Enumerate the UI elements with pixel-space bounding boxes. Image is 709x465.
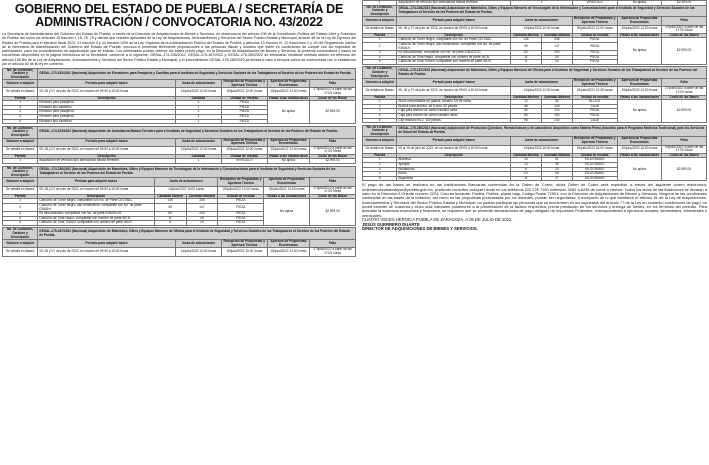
header-apertura: Apertura de Propuestas Económicas — [267, 80, 309, 88]
header-cantidad: Cantidad — [175, 96, 221, 101]
table-row: 5 Elevador tipo camillero. 1 PIEZA — [3, 119, 356, 124]
fallo-value: 27/julio/2022 a partir de las 17:00 horas — [310, 88, 356, 96]
tender-table-quimicos: No. de Licitación, Carácter y Descripción GESAL-176-280/2022 (Nacional) Adquisición de Productos Químicos, Farmacéuticos y de Laboratorio Adquiridos como Materia Prima (Insumos para el Programa Medicina Tradicional) para los Servicios de Salud del Estado de Puebla. Volumen a adquirir Periodo para adquirir bases Junta de aclaraciones Recepción de Propuestas y Apertura Técnica Apertura de Propuestas Económicas Fallo Se detalla en Bases 05 al 16 de julio de 2022, en un horario de 09:00 a 16:00 horas 14/julio/2022 16:00 horas 19/julio/2022 16:00 horas 20/julio/2022 16:00 horas 20/julio/2022 a partir de las 17:00 horas Partida Descripción Cantidad Mínima Cantidad Máxima Unidad de medida Visitas a las instalaciones Costo de las Bases 1 Altamisa 13 31 KILOGRAMO No aplica $2,993.00 2 Ajenjilla 14 35 KILOGRAMO 3 Bellaadona 8 20 KILOGRAMO 4 Boldo 23 56 KILOGRAMO 5 Buganvilia 11 27 KILOGRAMO — [362, 125, 707, 182]
table-row: 3 Bellaadona 8 20 KILOGRAMO — [363, 167, 707, 172]
apertura-value: 25/julio/2022 12:00 horas — [267, 88, 309, 96]
tender-description: GESAL-174-236/2022 (Nacional) Adquisición de Materiales, Útiles y Equipos Menores de Tecnologías de la Información y Comunicaciones para el Instituto de Seguridad y Servicios Sociales de los Trabajadores al Servicio de los Poderes del Estado de Puebla. — [397, 5, 707, 17]
header-partida: Partida — [3, 96, 38, 101]
tender-table-tecnologias-right: 1 Adquisición de vehículo tipo ambulancia básica terrestre. 1 VEHÍCULO No aplica $2,993.00 No. de Licitación, Carácter y Descripción GESAL-174-236/2022 (Nacional) Adquisición de Materiales, Útiles y Equipos Menores de Tecnologías de la Información y Comunicaciones para el Instituto de Seguridad y Servicios Sociales de los Trabajadores al Servicio de los Poderes del Estado de Puebla. Volumen a adquirir Periodo para adquirir bases Junta de aclaraciones Recepción de Propuestas y Apertura Técnica Apertura de Propuestas Económicas Fallo Se detalla en Bases 05, 06 y 07 de julio de 2022, en horario de 09:00 a 16:00 horas 14/julio/2022 10:00 horas 20/julio/2022 12:00 horas 25/julio/2022 12:00 horas 27/julio/2022 a partir de las 17:00 horas Partida Descripción Cantidad Mínima Cantidad Máxima Unidad de medida Visitas a las instalaciones Costo de las Bases 1 Cartucho de Tóner Negro, compatible con No. de Parte CE278AC. 135 336 PIEZA No aplica $2,993.00 2 Cartucho de Tóner Negro, alto rendimiento, compatible con No. de parte E3681H. 39 147 PIEZA 3 Kit fotoconductor, compatible con No. de parte E360H21G. 80 200 PIEZA 4 Cartucho de Tinta Negro, compatible con número de parte WCN. 11 29 PIEZA 5 Cartucho de Tinta Tricolor, compatible con número de parte WCN. 8 24 PIEZA — [362, 0, 707, 65]
tender-description: GESAL-175-187/2022 (Nacional) Adquisición de Materiales, Útiles y Equipos Menores de Oficina para el Instituto de Seguridad y Servicios Sociales de los Trabajadores al Servicio de los Poderes del Estado de Puebla. — [38, 228, 356, 240]
tender-table-elevadores — [2, 68, 356, 125]
periodo-value: 05, 06 y 07 de julio de 2022, en horario de 09:00 a 16:00 horas — [38, 88, 176, 96]
table-row: 1 Adquisición de vehículo tipo ambulancia básica terrestre. 1 VEHÍCULO No aplica $2,993.00 — [3, 159, 356, 164]
signer-name: JESÚS GUERRERO DUARTE — [362, 221, 420, 227]
tender-description: GESAL-176-280/2022 (Nacional) Adquisición de Productos Químicos, Farmacéuticos y de Laboratorio Adquiridos como Materia Prima (Insumos para el Programa Medicina Tradicional) para los Servicios de Salud del Estado de Puebla. — [397, 125, 707, 137]
header-junta: Junta de aclaraciones — [175, 80, 221, 88]
tender-table-oficina: No. de Licitación, Carácter y Descripción GESAL-175-187/2022 (Nacional) Adquisición de Materiales, Útiles y Equipos Menores de Oficina para el Instituto de Seguridad y Servicios Sociales de los Trabajadores al Servicio de los Poderes del Estado de Puebla. Volumen a adquirir Periodo para adquirir bases Junta de aclaraciones Recepción de Propuestas y Apertura Técnica Apertura de Propuestas Económicas Fallo Se detalla en Bases 05, 06 y 07 de julio de 2022, en horario de 09:00 a 16:00 horas 14/julio/2022 12:00 horas 19/julio/2022 10:00 horas 25/julio/2022 12:00 horas 27/julio/2022 a partir de las 17:00 horas Partida Descripción Cantidad Mínima Cantidad Máxima Unidad de medida Visitas a las instalaciones Costo de las Bases 1 Block comprobante de gastos, tamaño 1/4 de carta. 12 30 BLOCK No aplica $2,993.00 2 Broche para archivo, de 8 cms, 50 piezas. 58 149 CAJA 3 Caja para archivo de cartón tamaño carta. 80 200 PIEZA 4 Caja para archivo de cartón tamaño oficio. 60 150 PIEZA 5 Clip redondo no.2, 100 piezas. 96 240 CAJA — [362, 66, 707, 123]
tender-description: GESAL-174-223/2022 (Nacional) Adquisición de Ambulancia Básica Terrestre para el Instituto de Seguridad y Servicios Sociales de los Trabajadores al Servicio de los Poderes del Estado de Puebla. — [38, 126, 356, 138]
table-row: 1 Block comprobante de gastos, tamaño 1/4 de carta. 12 30 BLOCK No aplica $2,993.00 — [363, 100, 707, 105]
visitas-value: No aplica — [267, 101, 309, 124]
volumen-value: Se detalla en Bases — [3, 88, 38, 96]
tender-description: GESAL-173-182/2022 (Nacional) Adquisición de Elevadores para Pasajeros y Camillas para el Instituto de Seguridad y Servicios Sociales de los Trabajadores al Servicio de los Poderes del Estado de Puebla. — [38, 68, 356, 80]
table-row: 3 Caja para archivo de cartón tamaño carta. 80 200 PIEZA — [363, 109, 707, 114]
tender-table-oficina-left: No. de Licitación, Carácter y Descripción GESAL-175-187/2022 (Nacional) Adquisición de Materiales, Útiles y Equipos Menores de Oficina para el Instituto de Seguridad y Servicios Sociales de los Trabajadores al Servicio de los Poderes del Estado de Puebla. Volumen a adquirir Periodo para adquirir bases Junta de aclaraciones Recepción de Propuestas y Apertura Técnica Apertura de Propuestas Económicas Fallo Se detalla en Bases 05, 06 y 07 de julio de 2022, en horario de 09:00 a 16:00 horas 14/julio/2022 12:00 horas 19/julio/2022 10:00 horas 25/julio/2022 12:00 horas 27/julio/2022 a partir de las 17:00 horas — [2, 227, 356, 256]
table-row: 3 Kit fotoconductor, compatible con No. de parte E360H21G. 80 200 PIEZA — [363, 51, 707, 56]
table-row: 4 Boldo 23 56 KILOGRAMO — [363, 172, 707, 177]
table-row: 2 Broche para archivo, de 8 cms, 50 piezas. 58 149 CAJA — [363, 104, 707, 109]
recepcion-value: 19/julio/2022 12:00 horas — [221, 88, 267, 96]
table-row: 5 Buganvilia 11 27 KILOGRAMO — [363, 176, 707, 181]
header-volumen: Volumen a adquirir — [3, 80, 38, 88]
header-no-licitacion: No. de Licitación, Carácter y Descripción — [3, 68, 38, 80]
table-row: 1 Altamisa 13 31 KILOGRAMO No aplica $2,993.00 — [363, 158, 707, 163]
table-row: 1 Adquisición de vehículo tipo ambulancia básica terrestre. 1 VEHÍCULO No aplica $2,993.00 — [363, 1, 707, 6]
header-descripcion: Descripción — [38, 96, 176, 101]
tender-description: GESAL-175-187/2022 (Nacional) Adquisición de Materiales, Útiles y Equipos Menores de Oficina para el Instituto de Seguridad y Servicios Sociales de los Trabajadores al Servicio de los Poderes del Estado de Puebla. — [397, 67, 707, 79]
tender-description: GESAL-174-236/2022 (Nacional) Adquisición de Materiales, Útiles y Equipos Menores de Tecnologías de la Información y Comunicaciones para el Instituto de Seguridad y Servicios Sociales de los Trabajadores al Servicio de los Poderes del Estado de Puebla. — [38, 166, 356, 178]
signer-role: DIRECTOR DE ADQUISICIONES DE BIENES Y SERVICIOS. — [362, 226, 478, 232]
table-row: 2 Ajenjilla 14 35 KILOGRAMO — [363, 162, 707, 167]
signature-block — [362, 218, 707, 232]
table-row: 2 Cartucho de Tóner Negro, alto rendimiento, compatible con No. de parte E3681H. 39 147 PIEZA — [3, 203, 356, 211]
intro-paragraph: La Secretaría de Administración del Gobierno del Estado de Puebla, a través de la Dirección de Adquisiciones de Bienes y Servicios, en observancia del artículo 108 de la Constitución Política del Estado Libre y Soberano de Puebla; así como los artículos 15 fracción I, 16, 78, 79 y demás que resulten aplicables de la Ley de Adquisiciones, Arrendamientos y Servicios del Sector Público Estatal y Municipal; artículo 48 de la Ley de Egresos del Estado de Puebla para el ejercicio fiscal 2022; 31 fracción II y 34 fracción XXIII de la Ley Orgánica de la Administración Pública del Estado de Puebla; y artículos 13 fracción III, 22 fracciones V y VII del Reglamento Interior de la Secretaría de Administración del Gobierno del Estado de Puebla, convoca a presentar libremente proposiciones a las personas físicas y morales que estén en condiciones de cumplir con los requisitos de participación, para los procedimientos de adjudicación que se indican. Los interesados podrán obtener las bases previo pago, en la Dirección de Adquisiciones de Bienes y Servicios; la presente convocatoria y bases se encuentran disponibles en la página electrónica de la Secretaría, conforme a lo siguiente: GESAL-174-236/2022, GESAL-175-187/2022 y GESAL-176-280/2022 se efectuarán mediante contrato abierto en términos del artículo 108 Bis de la Ley de Adquisiciones, Arrendamientos y Servicios del Sector Público Estatal y Municipal, y el procedimiento GESAL-178-280/2022 se llevará a cabo a tiempos cortos de conformidad con lo establecido por el artículo 82 de la ley en comento. — [2, 32, 356, 66]
table-row: 4 Elevador para pasajeros. 1 PIEZA — [3, 115, 356, 120]
table-row: 4 Cartucho de Tinta Negro, compatible con número de parte WCN. 11 29 PIEZA — [363, 55, 707, 60]
tender-table-ambulancia: No. de Licitación, Carácter y Descripción GESAL-174-223/2022 (Nacional) Adquisición de Ambulancia Básica Terrestre para el Instituto de Seguridad y Servicios Sociales de los Trabajadores al Servicio de los Poderes del Estado de Puebla. Volumen a adquirir Periodo para adquirir bases Junta de aclaraciones Recepción de Propuestas y Apertura Técnica Apertura de Propuestas Económicas Fallo Se detalla en Bases 05, 06 y 07 de julio de 2022, en horario de 09:00 a 16:00 horas 13/julio/2022 12:00 horas 19/julio/2022 12:00 horas 25/julio/2022 12:00 horas 27/julio/2022 a partir de las 17:00 horas Partida Descripción Cantidad Unidad de medida Visitas a las instalaciones Costo de las Bases 1 Adquisición de vehículo tipo ambulancia básica terrestre. 1 VEHÍCULO No aplica $2,993.00 — [2, 126, 356, 164]
header-recepcion: Recepción de Propuestas y Apertura Técnica — [221, 80, 267, 88]
table-row: 2 Cartucho de Tóner Negro, alto rendimiento, compatible con No. de parte E3681H. 39 147 PIEZA — [363, 42, 707, 50]
table-row: 5 Cartucho de Tinta Tricolor, compatible con número de parte WCN. 8 24 PIEZA — [363, 60, 707, 65]
left-column — [2, 0, 356, 257]
header-costo: Costo de las Bases — [310, 96, 356, 101]
header-fallo: Fallo — [310, 80, 356, 88]
table-row: 5 Cartucho de Tinta Tricolor, compatible con número de parte WCN. 8 24 PIEZA — [3, 221, 356, 226]
costo-value: $2,993.00 — [310, 101, 356, 124]
header-periodo: Periodo para adquirir bases — [38, 80, 176, 88]
table-row: 5 Clip redondo no.2, 100 piezas. 96 240 CAJA — [363, 118, 707, 123]
place-date: CUATRO VECES HEROICA PUEBLA DE ZARAGOZA, A 05 DE JULIO DE 2022. — [362, 217, 513, 223]
header-visitas: Visitas a las instalaciones — [268, 95, 309, 100]
table-row: 1 Elevador para pasajeros. 4 PIEZA No aplica $2,993.00 — [3, 101, 356, 106]
table-row: 2 Elevador tipo camillero. 1 PIEZA — [3, 105, 356, 110]
table-row: 1 Cartucho de Tóner Negro, compatible con No. de Parte CE278AC. 135 336 PIEZA No aplica $2,993.00 — [363, 38, 707, 43]
header-unidad: Unidad de medida — [221, 96, 267, 101]
page-title: GOBIERNO DEL ESTADO DE PUEBLA / SECRETARÍA DE ADMINISTRACIÓN / CONVOCATORIA NO. 43/2022 — [14, 2, 344, 29]
footer-paragraph: El pago de las bases se realizará en las Instituciones Bancarias contenidas en la Orden de Cobro, dicha Orden de Cobro será expedida, a través del siguiente correo electrónico: ordendecobrobaicsbyse@puebla.gob.mx, pudiendo consultar cualquier duda en los teléfonos 222 229 7100 extensión 3062 a 6235 de lunes a viernes. Todos los actos de las licitaciones se llevarán a cabo en la Dirección ll Oriente número 2224, Colonia Azcarate, Puebla, Puebla, planta baja, Código Postal 72501; con la Dirección de Adquisiciones de Bienes y Servicios. Ninguna de las condiciones contenidas en las bases de la licitación, así como en las propuestas presentadas por los licitantes, podrán ser negociadas; a excepción de lo que establece el artículo 81 de la Ley de Adquisiciones, Arrendamientos y Servicios del Sector Público Estatal y Municipal; no podrán participar las personas que se encuentren en los supuestos del artículo 77 de la Ley en comento; condiciones de pago: no podrá exceder de cuarenta y cinco días naturales posteriores a la presentación de la factura respectiva, previa prestación de los servicios y entrega de bienes, en los términos del contrato. Para acreditar la solvencia económica y financiera, se requieren que se presente declaraciones de pago obligado de Impuestos Federales, correspondiente a ejercicios anuales, semestrales, trimestrales o mensuales. — [362, 182, 707, 218]
junta-value: 13/julio/2022 12:00 horas — [175, 88, 221, 96]
table-row: 3 Kit fotoconductor, compatible con No. de parte E360H21G. 80 200 PIEZA — [3, 212, 356, 217]
table-row: 4 Caja para archivo de cartón tamaño oficio. 60 150 PIEZA — [363, 113, 707, 118]
table-row: 1 Cartucho de Tóner Negro, compatible con No. de Parte CE278AC. 135 336 PIEZA No aplica $2,993.00 — [3, 199, 356, 204]
tender-table-tecnologias: No. de Licitación, Carácter y Descripción GESAL-174-236/2022 (Nacional) Adquisición de Materiales, Útiles y Equipos Menores de Tecnologías de la Información y Comunicaciones para el Instituto de Seguridad y Servicios Sociales de los Trabajadores al Servicio de los Poderes del Estado de Puebla. Volumen a adquirir Periodo para adquirir bases Junta de aclaraciones Recepción de Propuestas y Apertura Técnica Apertura de Propuestas Económicas Fallo Se detalla en Bases 05, 06 y 07 de julio de 2022, en horario de 09:00 a 16:00 horas 14/julio/2022 10:00 horas 20/julio/2022 12:00 horas 25/julio/2022 12:00 horas 27/julio/2022 a partir de las 17:00 horas Partida Descripción Cantidad Mínima Cantidad Máxima Unidad de medida Visitas a las instalaciones Costo de las Bases 1 Cartucho de Tóner Negro, compatible con No. de Parte CE278AC. 135 336 PIEZA No aplica $2,993.00 2 Cartucho de Tóner Negro, alto rendimiento, compatible con No. de parte E3681H. 39 147 PIEZA 3 Kit fotoconductor, compatible con No. de parte E360H21G. 80 200 PIEZA 4 Cartucho de Tinta Negro, compatible con número de parte WCN. 11 29 PIEZA 5 Cartucho de Tinta Tricolor, compatible con número de parte WCN. 8 24 PIEZA — [2, 166, 356, 226]
right-column — [362, 0, 707, 232]
table-row: 4 Cartucho de Tinta Negro, compatible con número de parte WCN. 11 29 PIEZA — [3, 216, 356, 221]
table-row: 3 Elevador para pasajeros. 1 PIEZA — [3, 110, 356, 115]
